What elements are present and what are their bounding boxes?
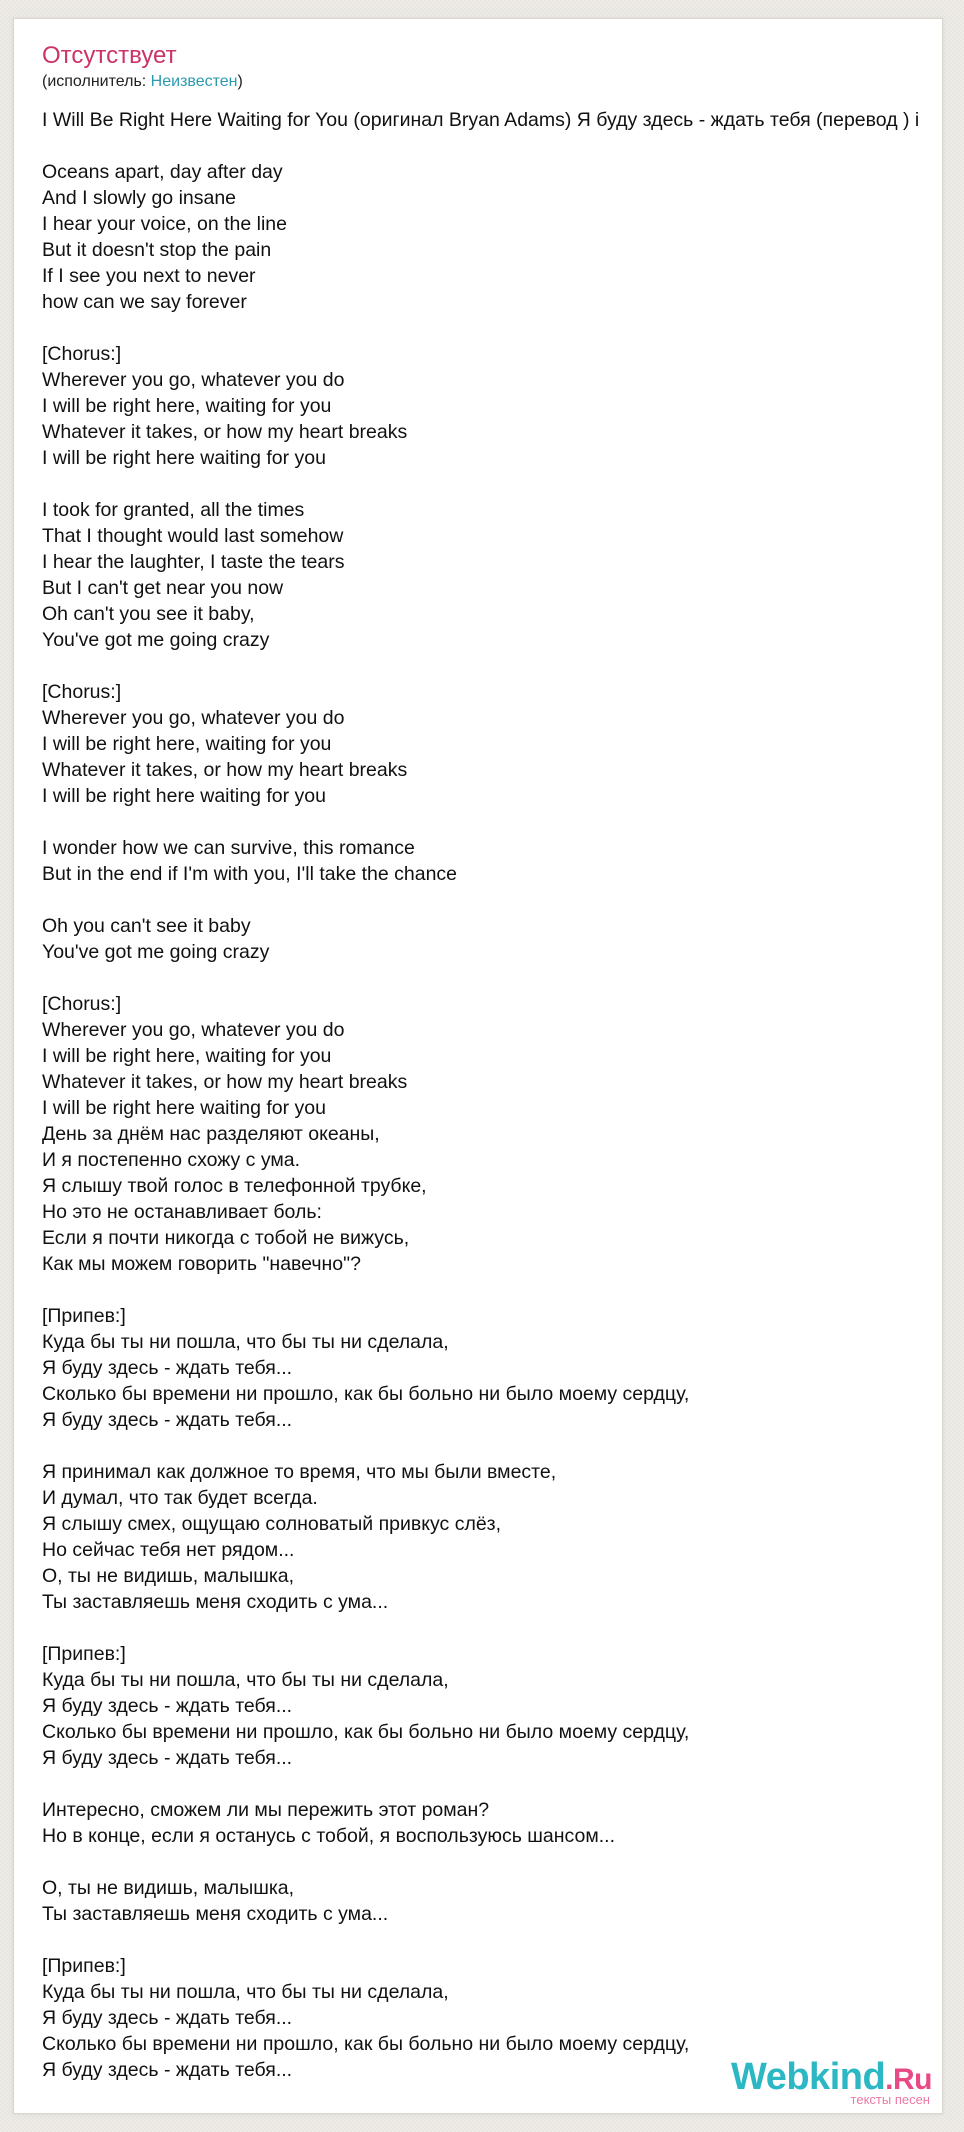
lyric-line: Куда бы ты ни пошла, что бы ты ни сделала, [42,1981,449,2003]
artist-line [42,72,243,92]
lyric-line [42,1771,943,1797]
lyric-line [42,887,943,913]
lyric-line: Я буду здесь - ждать тебя... [42,1357,293,1379]
lyric-line: I wonder how we can survive, this romance [42,837,415,859]
lyric-line: И я постепенно схожу с ума. [42,1149,301,1171]
lyric-line: Я буду здесь - ждать тебя... [42,2007,293,2029]
lyric-line [42,1849,943,1875]
lyrics-card [13,18,943,2114]
lyric-line: Сколько бы времени ни прошло, как бы больно ни было моему сердцу, [42,2033,690,2055]
logo-main-text: Webkind [731,2056,886,2098]
lyric-line [42,471,943,497]
lyric-line [42,809,943,835]
lyric-line: Если я почти никогда с тобой не вижусь, [42,1227,410,1249]
lyric-line [42,1277,943,1303]
lyric-line: [Припев:] [42,1305,126,1327]
lyric-line: Wherever you go, whatever you do [42,1019,345,1041]
lyric-line: I took for granted, all the times [42,499,305,521]
lyric-line: Сколько бы времени ни прошло, как бы больно ни было моему сердцу, [42,1383,690,1405]
lyric-line: You've got me going crazy [42,941,270,963]
song-title: Отсутствует [42,42,177,69]
lyric-line: But in the end if I'm with you, I'll take the chance [42,863,458,885]
artist-link[interactable]: Неизвестен [150,73,238,90]
lyric-line: Я буду здесь - ждать тебя... [42,2059,293,2081]
lyric-line: Whatever it takes, or how my heart breaks [42,759,408,781]
lyric-line [42,965,943,991]
lyric-line: Как мы можем говорить "навечно"? [42,1253,361,1275]
lyric-line [42,1615,943,1641]
lyrics-text [42,107,943,2083]
lyric-line: Я принимал как должное то время, что мы были вместе, [42,1461,557,1483]
lyric-line: Я буду здесь - ждать тебя... [42,1695,293,1717]
lyric-line: [Chorus:] [42,993,122,1015]
lyric-line: I will be right here waiting for you [42,785,326,807]
lyric-line: I will be right here, waiting for you [42,395,332,417]
lyric-line: I hear the laughter, I taste the tears [42,551,345,573]
lyric-line: Я буду здесь - ждать тебя... [42,1409,293,1431]
logo-domain-text: .Ru [885,2063,932,2096]
lyric-line: Oh you can't see it baby [42,915,251,937]
lyric-line: И думал, что так будет всегда. [42,1487,318,1509]
lyric-line: [Припев:] [42,1955,126,1977]
lyric-line: Wherever you go, whatever you do [42,369,345,391]
lyric-line: Oh can't you see it baby, [42,603,255,625]
lyric-line: Я буду здесь - ждать тебя... [42,1747,293,1769]
lyric-line: Wherever you go, whatever you do [42,707,345,729]
lyric-line [42,1927,943,1953]
lyric-line: And I slowly go insane [42,187,237,209]
site-logo[interactable] [732,2057,932,2105]
lyric-line: О, ты не видишь, малышка, [42,1565,295,1587]
lyric-line: Интересно, сможем ли мы пережить этот роман? [42,1799,490,1821]
lyric-line: О, ты не видишь, малышка, [42,1877,295,1899]
artist-suffix: ) [237,73,243,90]
logo-tagline: тексты песен [850,2092,930,2107]
lyric-line: Whatever it takes, or how my heart breaks [42,421,408,443]
lyric-line: Ты заставляешь меня сходить с ума... [42,1591,389,1613]
lyric-line: If I see you next to never [42,265,256,287]
lyric-line: But it doesn't stop the pain [42,239,272,261]
lyric-line: I Will Be Right Here Waiting for You (оригинал Bryan Adams) Я буду здесь - ждать тебя (перевод ) i [42,109,920,131]
lyric-line: [Chorus:] [42,343,122,365]
artist-prefix: (исполнитель: [42,73,151,90]
lyric-line: Куда бы ты ни пошла, что бы ты ни сделала, [42,1669,449,1691]
lyric-line: Но в конце, если я останусь с тобой, я воспользуюсь шансом... [42,1825,616,1847]
lyric-line [42,1433,943,1459]
lyric-line: День за днём нас разделяют океаны, [42,1123,380,1145]
lyric-line: I hear your voice, on the line [42,213,287,235]
lyric-line: I will be right here, waiting for you [42,733,332,755]
lyric-line: how can we say forever [42,291,247,313]
lyric-line: Ты заставляешь меня сходить с ума... [42,1903,389,1925]
lyric-line: Сколько бы времени ни прошло, как бы больно ни было моему сердцу, [42,1721,690,1743]
lyric-line: Oceans apart, day after day [42,161,283,183]
lyric-line [42,315,943,341]
lyric-line: Я слышу смех, ощущаю солноватый привкус слёз, [42,1513,502,1535]
lyric-line [42,133,943,159]
lyric-line [42,653,943,679]
lyric-line: I will be right here, waiting for you [42,1045,332,1067]
lyric-line: I will be right here waiting for you [42,1097,326,1119]
lyric-line: But I can't get near you now [42,577,284,599]
lyric-line: Я слышу твой голос в телефонной трубке, [42,1175,427,1197]
lyric-line: That I thought would last somehow [42,525,344,547]
lyric-line: I will be right here waiting for you [42,447,326,469]
lyric-line: You've got me going crazy [42,629,270,651]
lyric-line: Но это не останавливает боль: [42,1201,322,1223]
lyric-line: Whatever it takes, or how my heart breaks [42,1071,408,1093]
lyric-line: Куда бы ты ни пошла, что бы ты ни сделала, [42,1331,449,1353]
lyric-line: [Припев:] [42,1643,126,1665]
lyric-line: Но сейчас тебя нет рядом... [42,1539,295,1561]
lyric-line: [Chorus:] [42,681,122,703]
